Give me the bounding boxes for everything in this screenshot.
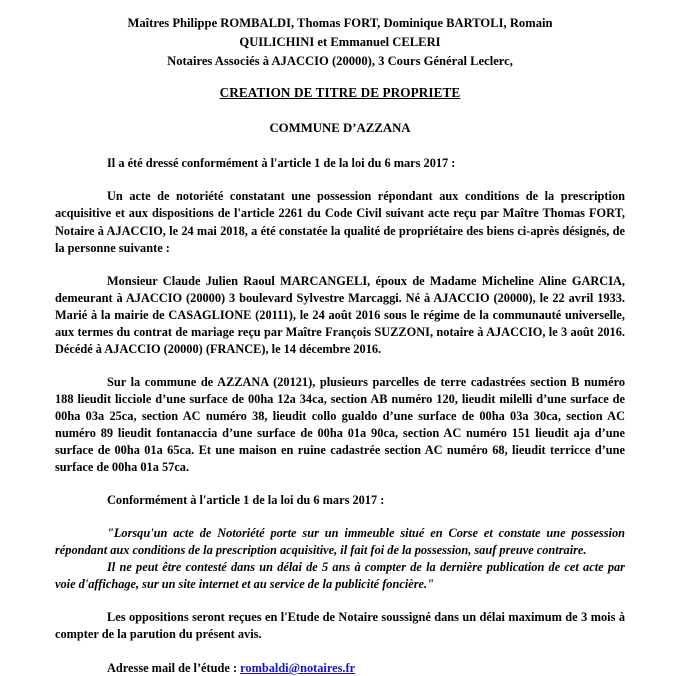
letterhead-line-2: QUILICHINI et Emmanuel CELERI bbox=[239, 35, 441, 50]
paragraph-acte-notoriete: Un acte de notoriété constatant une possession répondant aux conditions de la prescription acquisitive et aux dispositions de l'article 2261 du Code Civil suivant acte reçu par Maître Thomas FORT, Notaire à AJACCIO, le 24 mai 2018, a été constatée la qualité de propriétaire des biens ci-après désignés, de la personne suivante : bbox=[55, 189, 625, 255]
email-label: Adresse mail de l’étude : bbox=[107, 661, 241, 676]
paragraph-personne: Monsieur Claude Julien Raoul MARCANGELI, époux de Madame Micheline Aline GARCIA, demeurant à AJACCIO (20000) 3 boulevard Sylvestre Marcaggi. Né à AJACCIO (20000), le 22 avril 1933. Marié à la mairie de CASAGLIONE (20111), le 24 août 2016 sous le régime de la communauté universelle, aux termes du contrat de mariage reçu par Maître François SUZZONI, notaire à AJACCIO, le 3 août 2016. Décédé à AJACCIO (20000) (FRANCE), le 14 décembre 2016. bbox=[55, 273, 625, 356]
paragraph-oppositions: Les oppositions seront reçues en l'Etude de Notaire soussigné dans un délai maximum de 3 mois à compter de la parution du présent avis. bbox=[55, 610, 625, 642]
paragraph-quote-2: Il ne peut être contesté dans un délai de 5 ans à compter de la dernière publication de cet acte par voie d'affichage, sur un site internet et au service de la publicité foncière." bbox=[55, 560, 625, 592]
letterhead-line-3: Notaires Associés à AJACCIO (20000), 3 Cours Général Leclerc, bbox=[167, 54, 513, 69]
paragraph-conformement: Conformément à l'article 1 de la loi du 6 mars 2017 : bbox=[107, 492, 385, 507]
paragraph-intro: Il a été dressé conformément à l'article 1 de la loi du 6 mars 2017 : bbox=[107, 156, 456, 171]
document-content bbox=[55, 14, 625, 676]
paragraph-quote-1: "Lorsqu'un acte de Notoriété porte sur un immeuble situé en Corse et constate une possession répondant aux conditions de la prescription acquisitive, il fait foi de la possession, sauf preuve contraire. bbox=[55, 525, 625, 557]
commune-subtitle: COMMUNE D’AZZANA bbox=[269, 121, 411, 136]
page-title: CREATION DE TITRE DE PROPRIETE bbox=[219, 85, 461, 101]
letterhead bbox=[55, 14, 625, 71]
letterhead-line-1: Maîtres Philippe ROMBALDI, Thomas FORT, Dominique BARTOLI, Romain bbox=[127, 16, 553, 30]
paragraph-parcelles: Sur la commune de AZZANA (20121), plusieurs parcelles de terre cadastrées section B numéro 188 lieudit licciole d’une surface de 00ha 12a 34ca, section AB numéro 120, lieudit milelli d’une surface de 00ha 03a 25ca, section AC numéro 38, lieudit collo gualdo d’une surface de 00ha 03a 30ca, section AC numéro 89 lieudit fontanaccia d’une surface de 00ha 01a 90ca, section AC numéro 151 lieudit aja d’une surface de 00ha 01a 65ca. Et une maison en ruine cadastrée section AC numéro 68, lieudit terricce d’une surface de 00ha 01a 57ca. bbox=[55, 374, 625, 474]
email-link[interactable]: rombaldi@notaires.fr bbox=[240, 661, 356, 676]
